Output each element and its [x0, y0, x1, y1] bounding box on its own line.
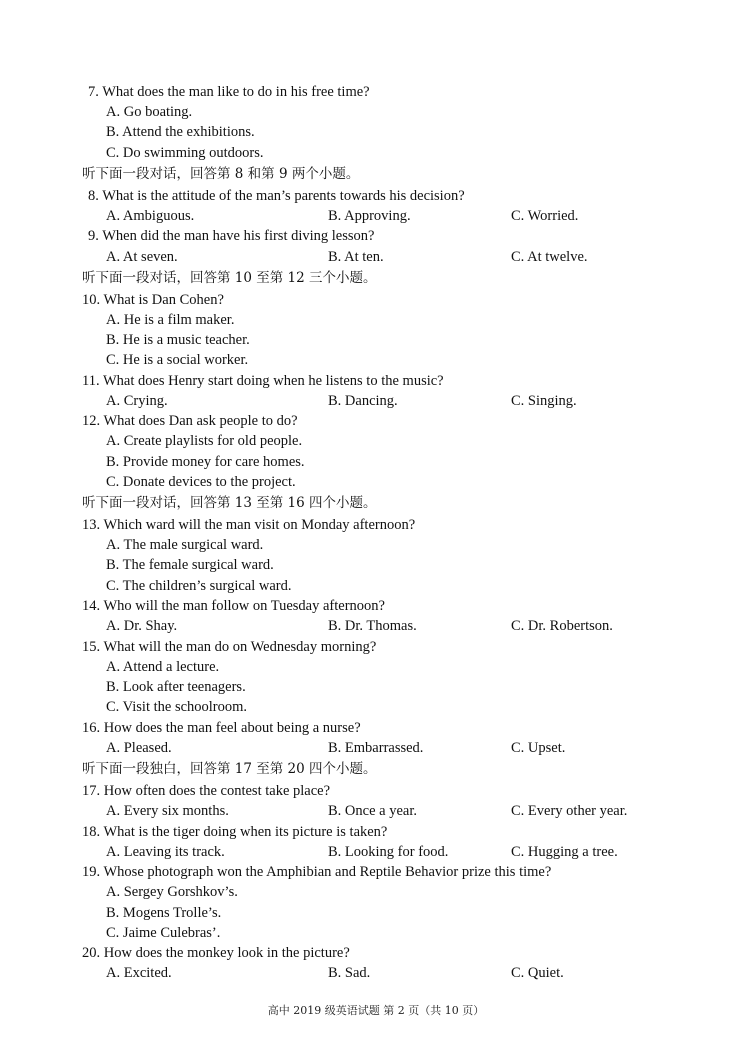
option-text: B. The female surgical ward.: [106, 557, 274, 573]
option-text: A. Leaving its track.: [106, 844, 225, 860]
option-text: C. Quiet.: [511, 965, 564, 981]
option-text: B. At ten.: [328, 249, 384, 265]
option-text: C. Donate devices to the project.: [106, 474, 296, 490]
option-text: C. Do swimming outdoors.: [106, 145, 264, 161]
question-text: 10. What is Dan Cohen?: [82, 292, 224, 308]
section-instruction: 听下面一段对话，回答第 10 至第 12 三个小题。: [82, 270, 377, 286]
question-text: 15. What will the man do on Wednesday morning?: [82, 639, 377, 655]
option-text: A. Go boating.: [106, 104, 193, 120]
option-text: B. Dancing.: [328, 393, 398, 409]
option-text: B. Approving.: [328, 208, 411, 224]
option-text: C. Upset.: [511, 740, 566, 756]
option-text: A. The male surgical ward.: [106, 537, 264, 553]
option-text: C. Visit the schoolroom.: [106, 699, 248, 715]
section-instruction: 听下面一段独白，回答第 17 至第 20 四个小题。: [82, 761, 377, 777]
question-text: 7. What does the man like to do in his free time?: [88, 84, 370, 100]
option-text: A. Sergey Gorshkov’s.: [106, 884, 238, 900]
question-text: 9. When did the man have his first diving lesson?: [88, 228, 375, 244]
option-text: A. He is a film maker.: [106, 312, 235, 328]
option-text: C. Dr. Robertson.: [511, 618, 613, 634]
question-text: 8. What is the attitude of the man’s parents towards his decision?: [88, 188, 465, 204]
section-instruction: 听下面一段对话，回答第 13 至第 16 四个小题。: [82, 495, 377, 511]
option-text: B. Look after teenagers.: [106, 679, 246, 695]
question-text: 17. How often does the contest take place?: [82, 783, 331, 799]
option-text: A. Every six months.: [106, 803, 229, 819]
option-text: A. At seven.: [106, 249, 178, 265]
option-text: B. He is a music teacher.: [106, 332, 250, 348]
option-text: B. Looking for food.: [328, 844, 449, 860]
option-text: A. Excited.: [106, 965, 172, 981]
option-text: A. Crying.: [106, 393, 168, 409]
option-text: C. Singing.: [511, 393, 577, 409]
option-text: C. Worried.: [511, 208, 579, 224]
option-text: B. Dr. Thomas.: [328, 618, 417, 634]
option-text: A. Dr. Shay.: [106, 618, 178, 634]
option-text: B. Attend the exhibitions.: [106, 124, 255, 140]
question-text: 12. What does Dan ask people to do?: [82, 413, 298, 429]
option-text: C. At twelve.: [511, 249, 588, 265]
question-text: 16. How does the man feel about being a nurse?: [82, 720, 361, 736]
option-text: C. The children’s surgical ward.: [106, 578, 292, 594]
option-text: A. Create playlists for old people.: [106, 433, 303, 449]
question-text: 18. What is the tiger doing when its picture is taken?: [82, 824, 388, 840]
option-text: A. Ambiguous.: [106, 208, 195, 224]
option-text: C. Every other year.: [511, 803, 628, 819]
page-footer: 高中 2019 级英语试题 第 2 页（共 10 页）: [267, 1004, 485, 1017]
option-text: B. Embarrassed.: [328, 740, 424, 756]
option-text: A. Attend a lecture.: [106, 659, 220, 675]
option-text: B. Once a year.: [328, 803, 417, 819]
question-text: 11. What does Henry start doing when he listens to the music?: [82, 373, 444, 389]
section-instruction: 听下面一段对话，回答第 8 和第 9 两个小题。: [82, 166, 360, 182]
option-text: B. Mogens Trolle’s.: [106, 905, 222, 921]
option-text: B. Sad.: [328, 965, 371, 981]
question-text: 14. Who will the man follow on Tuesday afternoon?: [82, 598, 385, 614]
option-text: C. Jaime Culebras’.: [106, 925, 221, 941]
option-text: B. Provide money for care homes.: [106, 454, 305, 470]
option-text: C. He is a social worker.: [106, 352, 249, 368]
option-text: A. Pleased.: [106, 740, 172, 756]
option-text: C. Hugging a tree.: [511, 844, 618, 860]
question-text: 19. Whose photograph won the Amphibian and Reptile Behavior prize this time?: [82, 864, 552, 880]
question-text: 20. How does the monkey look in the picture?: [82, 945, 350, 961]
question-text: 13. Which ward will the man visit on Monday afternoon?: [82, 517, 416, 533]
